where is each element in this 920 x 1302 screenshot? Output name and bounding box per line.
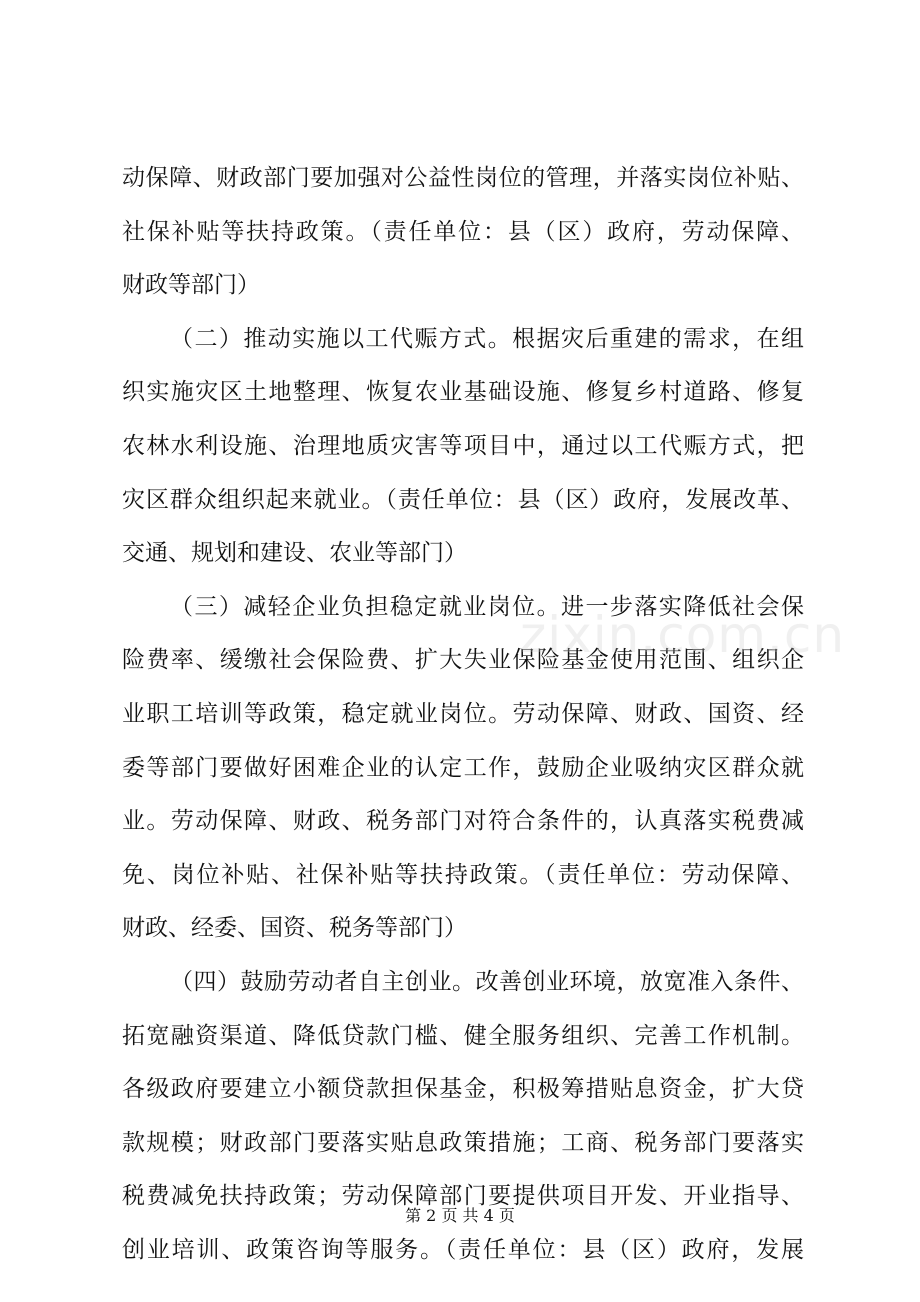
page-footer: 第 2 页 共 4 页 [405,1206,515,1225]
text-line: 委等部门要做好困难企业的认定工作，鼓励企业吸纳灾区群众就 [122,754,804,781]
text-line: 各级政府要建立小额贷款担保基金，积极筹措贴息资金，扩大贷 [122,1076,804,1103]
text-line: 织实施灾区土地整理、恢复农业基础设施、修复乡村道路、修复 [122,379,804,406]
watermark: zixin.com.cn [520,606,846,664]
text-line: 业职工培训等政策，稳定就业岗位。劳动保障、财政、国资、经 [122,700,804,727]
text-line: 业。劳动保障、财政、税务部门对符合条件的，认真落实税费减 [122,808,804,835]
text-line: 税费减免扶持政策；劳动保障部门要提供项目开发、开业指导、 [122,1183,804,1210]
text-line: 拓宽融资渠道、降低贷款门槛、健全服务组织、完善工作机制。 [122,1022,804,1049]
text-line: 免、岗位补贴、社保补贴等扶持政策。（责任单位：劳动保障、 [122,861,804,888]
paragraph-heading-line: （二）推动实施以工代赈方式。根据灾后重建的需求，在组 [170,325,804,352]
text-line: 农林水利设施、治理地质灾害等项目中，通过以工代赈方式，把 [122,432,804,459]
text-line: 险费率、缓缴社会保险费、扩大失业保险基金使用范围、组织企 [122,647,804,674]
text-line: 创业培训、政策咨询等服务。（责任单位：县（区）政府，发展 [122,1236,804,1263]
text-line: 款规模；财政部门要落实贴息政策措施；工商、税务部门要落实 [122,1129,804,1156]
text-line: 财政、经委、国资、税务等部门） [122,915,467,942]
text-line: 财政等部门） [122,272,260,299]
text-line: 动保障、财政部门要加强对公益性岗位的管理，并落实岗位补贴、 [122,165,804,191]
text-line: 社保补贴等扶持政策。（责任单位：县（区）政府，劳动保障、 [122,218,804,245]
paragraph-heading-line: （三）减轻企业负担稳定就业岗位。进一步落实降低社会保 [170,593,804,620]
document-body [122,152,804,1277]
paragraph-heading-line: （四）鼓励劳动者自主创业。改善创业环境，放宽准入条件、 [170,968,804,995]
text-line: 交通、规划和建设、农业等部门） [122,540,467,567]
text-line: 灾区群众组织起来就业。（责任单位：县（区）政府，发展改革、 [122,486,804,513]
